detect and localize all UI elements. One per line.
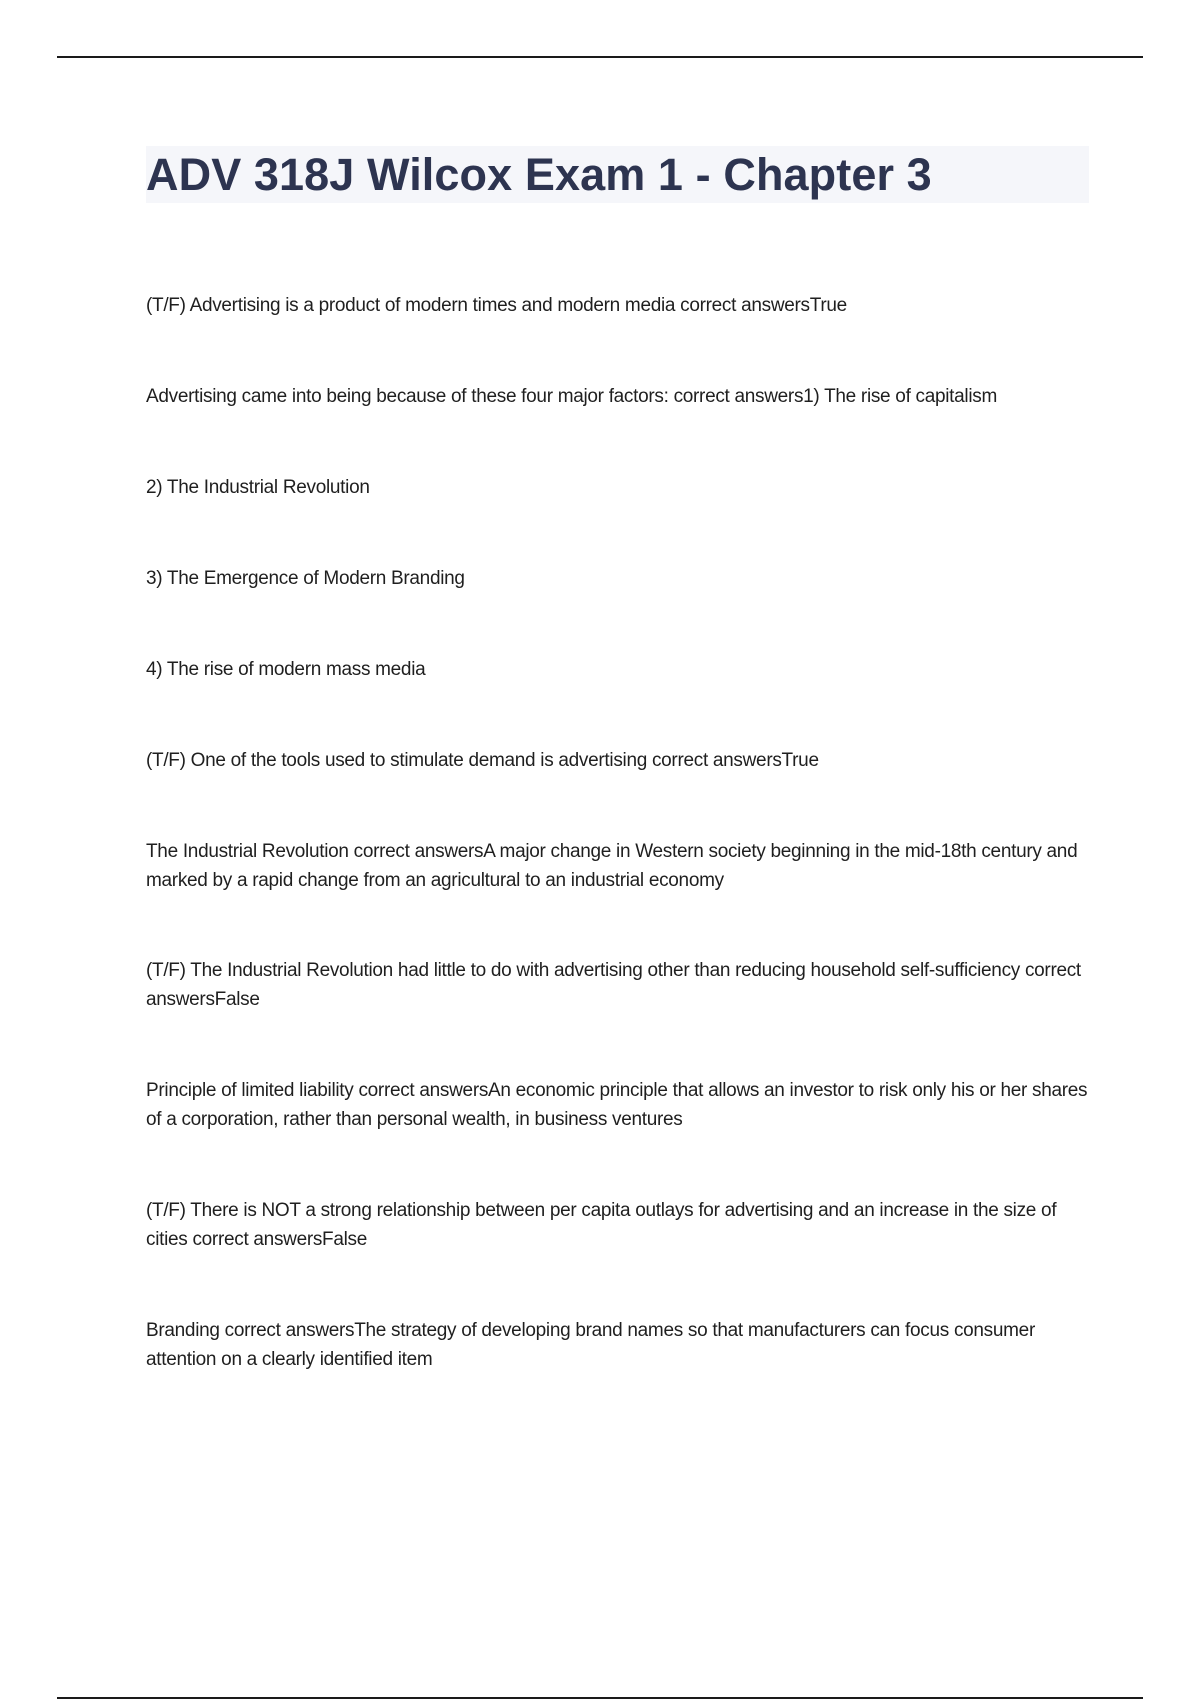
entry-8: (T/F) The Industrial Revolution had little to do with advertising other than reducing household self-sufficiency correct answersFalse — [146, 960, 1081, 1010]
entry-6: (T/F) One of the tools used to stimulate demand is advertising correct answersTrue — [146, 750, 819, 771]
entry-7: The Industrial Revolution correct answersA major change in Western society beginning in the mid-18th century and marked by a rapid change from an agricultural to an industrial economy — [146, 841, 1078, 891]
entry-4: 3) The Emergence of Modern Branding — [146, 568, 465, 589]
entry-1: (T/F) Advertising is a product of modern times and modern media correct answersTrue — [146, 295, 847, 316]
entry-9: Principle of limited liability correct answersAn economic principle that allows an investor to risk only his or her shares of a corporation, rather than personal wealth, in business ventures — [146, 1080, 1088, 1130]
entry-5: 4) The rise of modern mass media — [146, 659, 426, 680]
entry-3: 2) The Industrial Revolution — [146, 477, 370, 498]
bottom-divider — [57, 1697, 1143, 1699]
title-band — [146, 146, 1089, 203]
entry-10: (T/F) There is NOT a strong relationship between per capita outlays for advertising and an increase in the size of cities correct answersFalse — [146, 1200, 1057, 1250]
entry-2: Advertising came into being because of these four major factors: correct answers1) The rise of capitalism — [146, 386, 997, 407]
document-title: ADV 318J Wilcox Exam 1 - Chapter 3 — [146, 149, 932, 200]
entry-11: Branding correct answersThe strategy of developing brand names so that manufacturers can focus consumer attention on a clearly identified item — [146, 1320, 1035, 1370]
top-divider — [57, 56, 1143, 58]
